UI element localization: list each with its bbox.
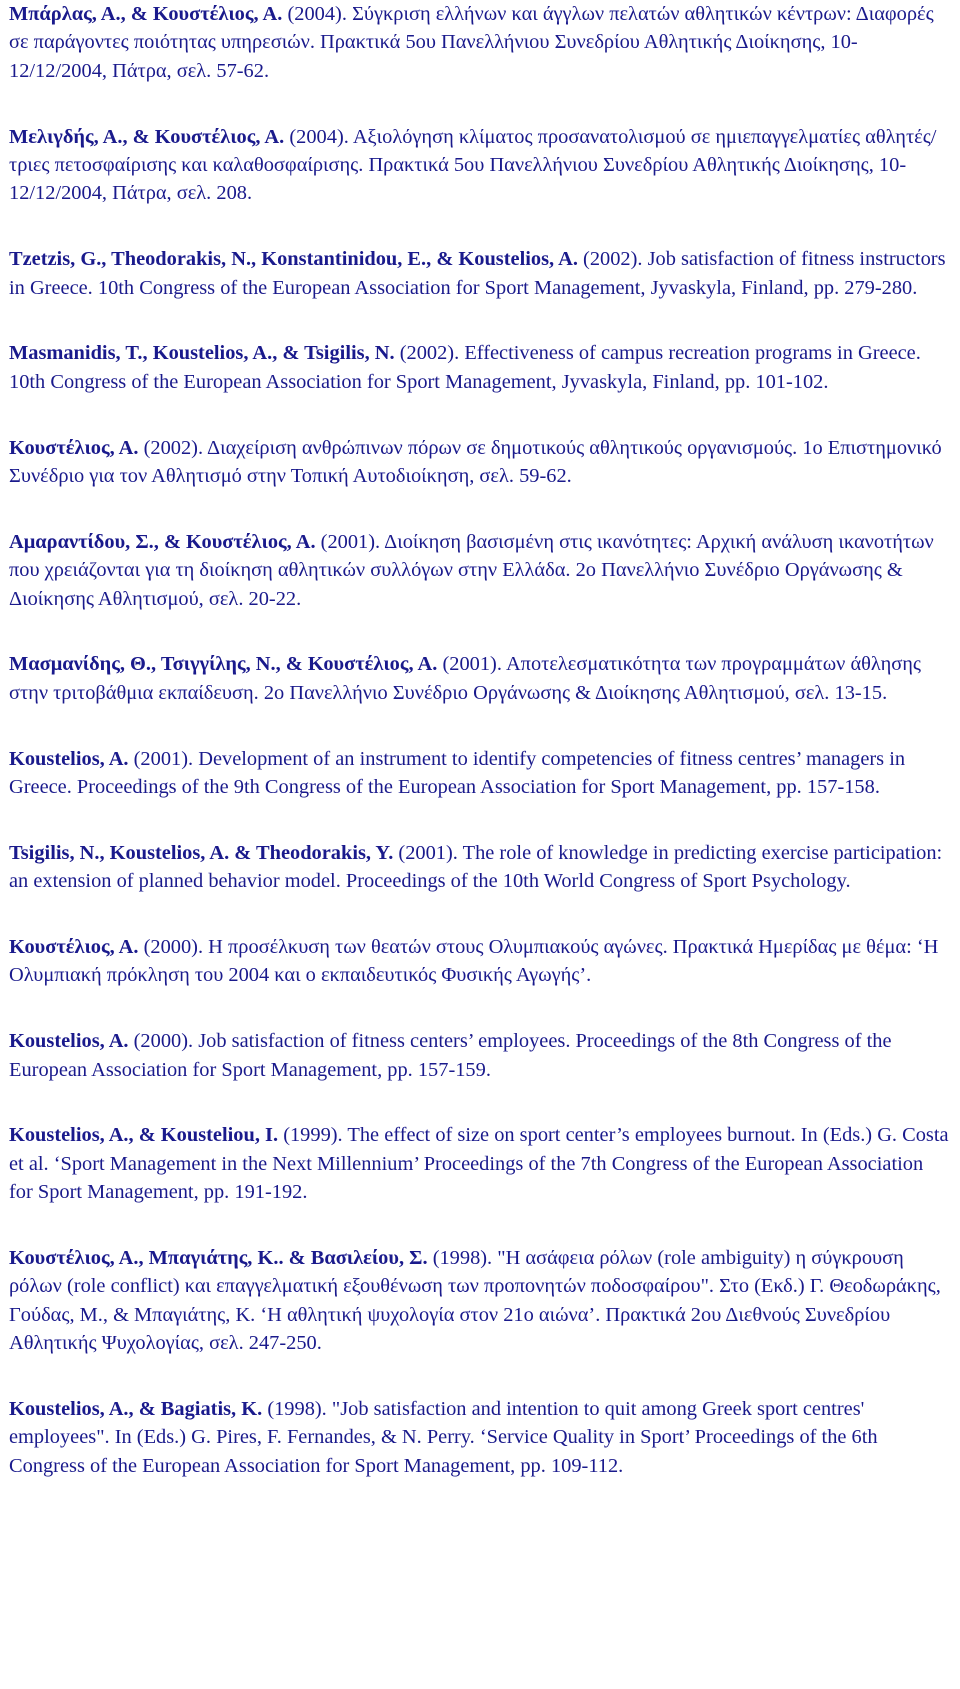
reference-entry [9,528,952,613]
reference-authors: Κουστέλιος, Α. [9,936,139,959]
reference-year: (1999). [283,1124,343,1147]
reference-authors: Koustelios, A., & Kousteliou, I. [9,1124,279,1147]
reference-text: Η προσέλκυση των θεατών στους Ολυμπιακούς αγώνες. Πρακτικά Ημερίδας με θέμα: ‘Η Ολυμπιακή πρόκληση του 2004 και ο εκπαιδευτικός Φυσικής Αγωγής’. [9,936,939,987]
reference-text: Development of an instrument to identify competencies of fitness centres’ managers in Greece. Proceedings of the 9th Congress of the European Association for Sport Management, pp. 157-158. [9,747,906,799]
reference-authors: Μπάρλας, Α., & Κουστέλιος, Α. [9,3,283,25]
reference-entry [9,245,952,302]
reference-entry [9,933,952,990]
reference-text: Διοίκηση βασισμένη στις ικανότητες: Αρχική ανάλυση ικανοτήτων που χρειάζονται για τη διοίκηση αθλητικών συλλόγων στην Ελλάδα. 2ο Πανελλήνιο Συνέδριο Οργάνωσης & Διοίκησης Αθλητισμού, σελ. 20-22. [9,530,934,610]
reference-text: The effect of size on sport center’s employees burnout. In (Eds.) G. Costa et al. ‘Sport Management in the Next Millennium’ Proceedings of the 7th Congress of the European Association for Sport Management, pp. 191-192. [9,1124,949,1204]
reference-authors: Μασμανίδης, Θ., Τσιγγίλης, Ν., & Κουστέλιος, Α. [9,653,438,676]
reference-entry [9,1244,952,1358]
reference-entry [9,0,952,85]
reference-authors: Κουστέλιος, Α. [9,436,139,459]
reference-year: (2004). [287,3,347,25]
reference-entry [9,650,952,707]
reference-year: (2001). [133,747,194,770]
reference-entry [9,1027,952,1084]
reference-text: Job satisfaction of fitness instructors in Greece. 10th Congress of the European Association for Sport Management, Jyvaskyla, Finland, pp. 279-280. [9,248,946,299]
reference-authors: Koustelios, A. [9,1030,129,1053]
reference-year: (2002). [583,248,643,271]
reference-year: (2000). [133,1030,194,1053]
reference-authors: Masmanidis, T., Koustelios, A., & Tsigilis, N. [9,342,395,365]
reference-entry [9,745,952,802]
reference-text: Effectiveness of campus recreation programs in Greece. 10th Congress of the European Association for Sport Management, Jyvaskyla, Finland, pp. 101-102. [9,342,921,393]
reference-text: Σύγκριση ελλήνων και άγγλων πελατών αθλητικών κέντρων: Διαφορές σε παράγοντες ποιότητας υπηρεσιών. Πρακτικά 5ου Πανελλήνιου Συνεδρίου Αθλητικής Διοίκησης, 10-12/12/2004, Πάτρα, σελ. 57-62. [9,3,934,82]
reference-entry [9,434,952,491]
reference-year: (1998). [432,1247,493,1270]
reference-year: (2001). [320,530,381,553]
reference-year: (2002). [399,342,460,365]
reference-text: "Η ασάφεια ρόλων (role ambiguity) η σύγκρουση ρόλων (role conflict) και επαγγελματική εξουθένωση των προπονητών ποδοσφαίρου". Στο (Εκδ.) Γ. Θεοδωράκης, Γούδας, Μ., & Μπαγιάτης, Κ. ‘Η αθλητική ψυχολογία στον 21ο αιώνα’. Πρακτικά 2ου Διεθνούς Συνεδρίου Αθλητικής Ψυχολογίας, σελ. 247-250. [9,1247,941,1355]
reference-authors: Koustelios, A. [9,747,129,770]
reference-year: (2001). [442,653,502,676]
reference-entry [9,1395,952,1480]
reference-entry [9,1121,952,1206]
reference-year: (1998). [267,1398,327,1421]
reference-entry [9,339,952,396]
reference-text: "Job satisfaction and intention to quit among Greek sport centres' employees". In (Eds.) G. Pires, F. Fernandes, & N. Perry. ‘Service Quality in Sport’ Proceedings of the 6th Congress of the European Association for Sport Management, pp. 109-112. [9,1398,878,1477]
reference-year: (2000). [143,936,204,959]
reference-authors: Koustelios, A., & Bagiatis, K. [9,1398,263,1421]
reference-authors: Μελιγδής, Α., & Κουστέλιος, Α. [9,125,285,148]
reference-text: Διαχείριση ανθρώπινων πόρων σε δημοτικούς αθλητικούς οργανισμούς. 1ο Επιστημονικό Συνέδριο για τον Αθλητισμό στην Τοπική Αυτοδιοίκηση, σελ. 59-62. [9,436,942,488]
reference-entry [9,123,952,208]
reference-authors: Κουστέλιος, Α., Μπαγιάτης, Κ.. & Βασιλείου, Σ. [9,1247,428,1270]
reference-entry [9,839,952,896]
reference-authors: Tzetzis, G., Theodorakis, N., Konstantinidou, E., & Koustelios, A. [9,248,578,271]
reference-year: (2002). [143,436,204,459]
reference-text: Αξιολόγηση κλίματος προσανατολισμού σε ημιεπαγγελματίες αθλητές/τριες πετοσφαίρισης και καλαθοσφαίρισης. Πρακτικά 5ου Πανελλήνιου Συνεδρίου Αθλητικής Διοίκησης, 10-12/12/2004, Πάτρα, σελ. 208. [9,125,937,205]
reference-text: Job satisfaction of fitness centers’ employees. Proceedings of the 8th Congress of the European Association for Sport Management, pp. 157-159. [9,1030,892,1081]
reference-authors: Tsigilis, N., Koustelios, A. & Theodorakis, Y. [9,841,394,864]
reference-year: (2004). [289,125,349,148]
reference-text: Αποτελεσματικότητα των προγραμμάτων άθλησης στην τριτοβάθμια εκπαίδευση. 2ο Πανελλήνιο Συνέδριο Οργάνωσης & Διοίκησης Αθλητισμού, σελ. 13-15. [9,653,921,704]
reference-year: (2001). [398,841,458,864]
reference-authors: Αμαραντίδου, Σ., & Κουστέλιος, Α. [9,530,316,553]
reference-text: The role of knowledge in predicting exercise participation: an extension of planned behavior model. Proceedings of the 10th World Congress of Sport Psychology. [9,841,943,893]
